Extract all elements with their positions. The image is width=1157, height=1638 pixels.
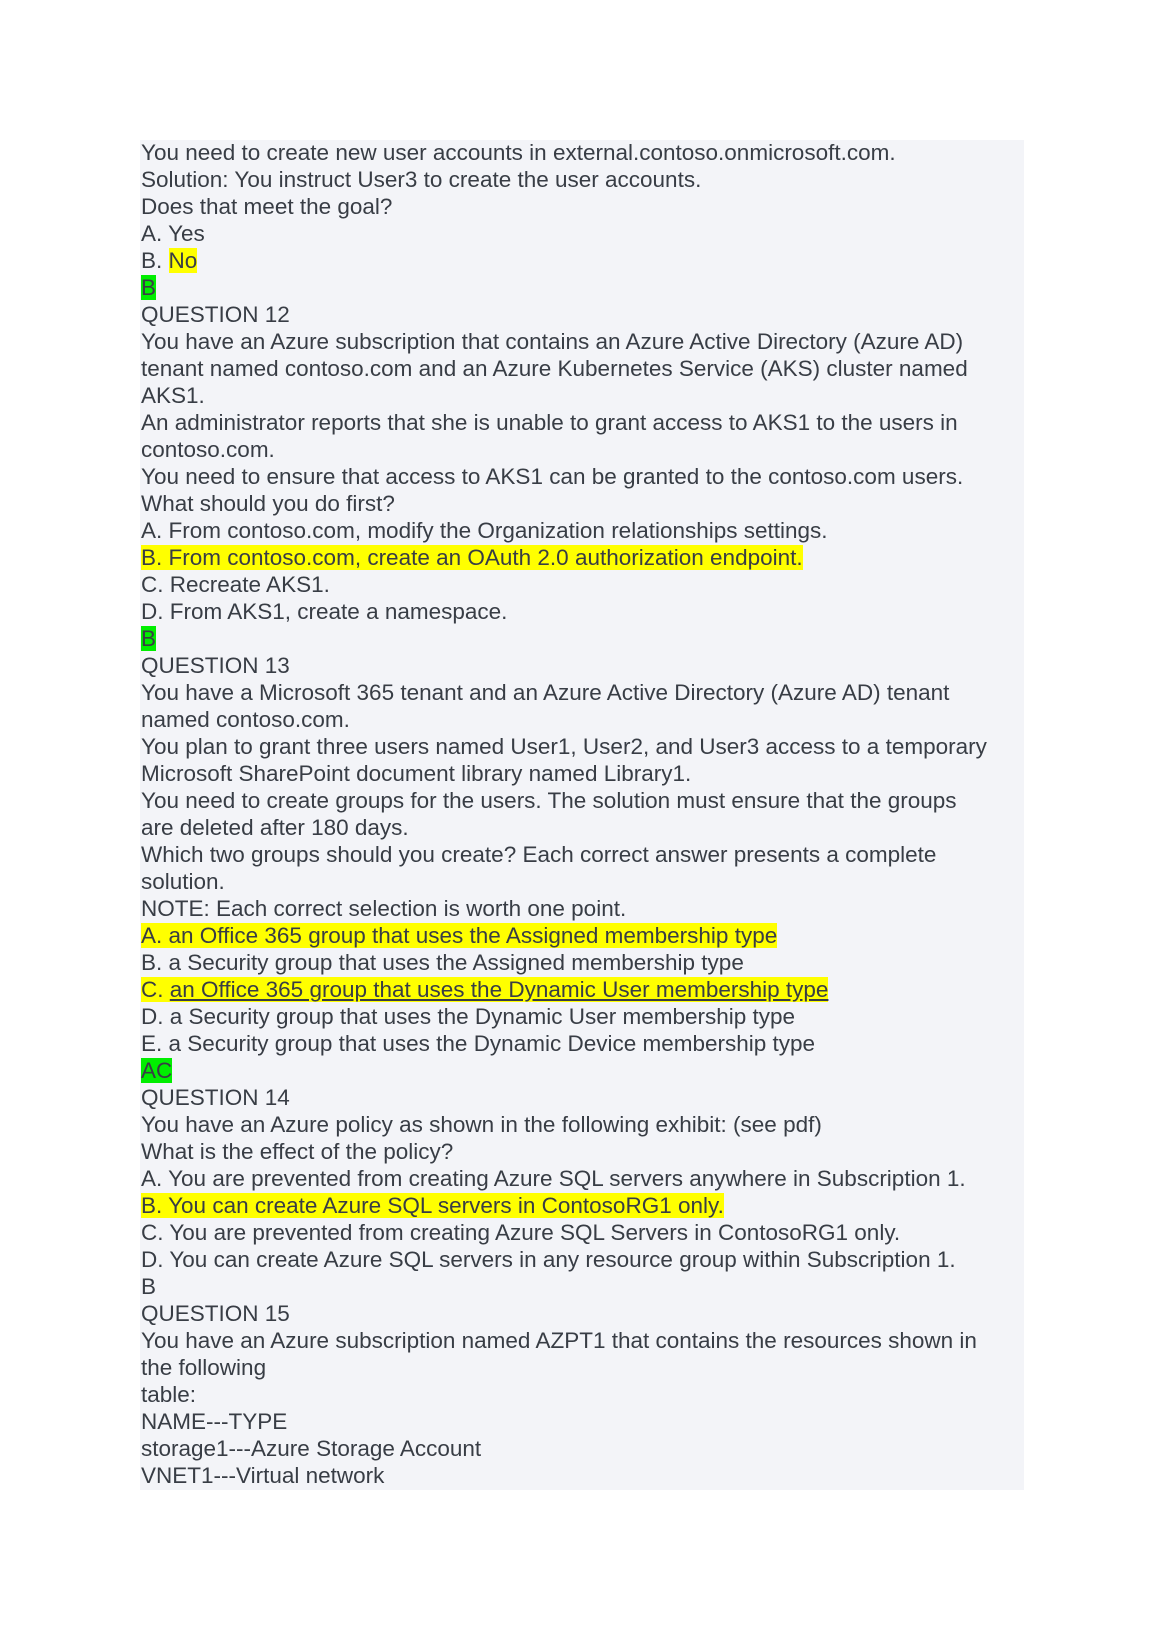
q11-answer-badge: B bbox=[141, 275, 157, 300]
q12-line-2: tenant named contoso.com and an Azure Kubernetes Service (AKS) cluster named bbox=[141, 356, 968, 381]
q13-line-7: Which two groups should you create? Each correct answer presents a complete bbox=[141, 842, 937, 867]
q12-line-3: AKS1. bbox=[141, 383, 205, 408]
q13-answer-badge: AC bbox=[141, 1058, 173, 1083]
q13-line-6: are deleted after 180 days. bbox=[141, 815, 409, 840]
q13-line-8: solution. bbox=[141, 869, 225, 894]
q14-answer: B bbox=[141, 1274, 157, 1299]
q12-line-4: An administrator reports that she is unable to grant access to AKS1 to the users in bbox=[141, 410, 958, 435]
q15-line-1: You have an Azure subscription named AZPT1 that contains the resources shown in bbox=[141, 1328, 977, 1353]
q13-option-a bbox=[141, 922, 1031, 949]
q13-line-2: named contoso.com. bbox=[141, 707, 350, 732]
q15-table-row: storage1---Azure Storage Account bbox=[141, 1436, 482, 1461]
q13-line-1: You have a Microsoft 365 tenant and an Azure Active Directory (Azure AD) tenant bbox=[141, 680, 950, 705]
q14-heading: QUESTION 14 bbox=[141, 1085, 290, 1110]
q12-option-b bbox=[141, 544, 1031, 571]
q13-option-c-highlighted bbox=[141, 977, 828, 1002]
q12-heading: QUESTION 12 bbox=[141, 302, 290, 327]
q12-line-5: contoso.com. bbox=[141, 437, 275, 462]
document-content bbox=[141, 139, 1031, 1489]
q11-option-b-prefix: B. bbox=[141, 248, 169, 273]
q12-answer-badge: B bbox=[141, 626, 157, 651]
q15-table-header: NAME---TYPE bbox=[141, 1409, 288, 1434]
q15-line-3: table: bbox=[141, 1382, 197, 1407]
q11-option-b-highlighted: No bbox=[168, 248, 198, 273]
q14-option-d: D. You can create Azure SQL servers in any resource group within Subscription 1. bbox=[141, 1247, 956, 1272]
q13-option-c-prefix: C. bbox=[141, 977, 170, 1002]
q13-option-d: D. a Security group that uses the Dynamic User membership type bbox=[141, 1004, 796, 1029]
q13-option-e: E. a Security group that uses the Dynamic Device membership type bbox=[141, 1031, 816, 1056]
q12-option-c: C. Recreate AKS1. bbox=[141, 572, 330, 597]
q14-option-c: C. You are prevented from creating Azure SQL Servers in ContosoRG1 only. bbox=[141, 1220, 901, 1245]
q14-line-1: You have an Azure policy as shown in the following exhibit: (see pdf) bbox=[141, 1112, 822, 1137]
q12-line-6: You need to ensure that access to AKS1 can be granted to the contoso.com users. bbox=[141, 464, 964, 489]
q14-line-2: What is the effect of the policy? bbox=[141, 1139, 454, 1164]
q12-line-1: You have an Azure subscription that contains an Azure Active Directory (Azure AD) bbox=[141, 329, 964, 354]
q14-option-b-highlighted: B. You can create Azure SQL servers in ContosoRG1 only. bbox=[141, 1193, 724, 1218]
q13-line-5: You need to create groups for the users. The solution must ensure that the groups bbox=[141, 788, 957, 813]
q11-answer bbox=[141, 274, 1031, 301]
q12-option-b-highlighted: B. From contoso.com, create an OAuth 2.0 authorization endpoint. bbox=[141, 545, 803, 570]
q14-option-a: A. You are prevented from creating Azure SQL servers anywhere in Subscription 1. bbox=[141, 1166, 966, 1191]
q13-line-4: Microsoft SharePoint document library named Library1. bbox=[141, 761, 692, 786]
q11-line-3: Does that meet the goal? bbox=[141, 194, 393, 219]
q13-option-c bbox=[141, 976, 1031, 1003]
q11-option-b bbox=[141, 247, 1031, 274]
q14-option-b bbox=[141, 1192, 1031, 1219]
q12-answer bbox=[141, 625, 1031, 652]
q13-option-a-highlighted: A. an Office 365 group that uses the Assigned membership type bbox=[141, 923, 778, 948]
q15-heading: QUESTION 15 bbox=[141, 1301, 290, 1326]
q13-note: NOTE: Each correct selection is worth one point. bbox=[141, 896, 627, 921]
q12-option-d: D. From AKS1, create a namespace. bbox=[141, 599, 508, 624]
q12-option-a: A. From contoso.com, modify the Organization relationships settings. bbox=[141, 518, 828, 543]
q11-line-1: You need to create new user accounts in external.contoso.onmicrosoft.com. bbox=[141, 140, 896, 165]
q12-line-7: What should you do first? bbox=[141, 491, 395, 516]
q15-line-2: the following bbox=[141, 1355, 267, 1380]
q11-line-2: Solution: You instruct User3 to create the user accounts. bbox=[141, 167, 702, 192]
q11-option-a: A. Yes bbox=[141, 221, 205, 246]
q13-option-b: B. a Security group that uses the Assigned membership type bbox=[141, 950, 744, 975]
q13-line-3: You plan to grant three users named User1, User2, and User3 access to a temporary bbox=[141, 734, 987, 759]
q13-option-c-underlined: an Office 365 group that uses the Dynamic User membership type bbox=[169, 977, 829, 1002]
q13-answer bbox=[141, 1057, 1031, 1084]
q13-heading: QUESTION 13 bbox=[141, 653, 290, 678]
q15-table-row: VNET1---Virtual network bbox=[141, 1463, 385, 1488]
